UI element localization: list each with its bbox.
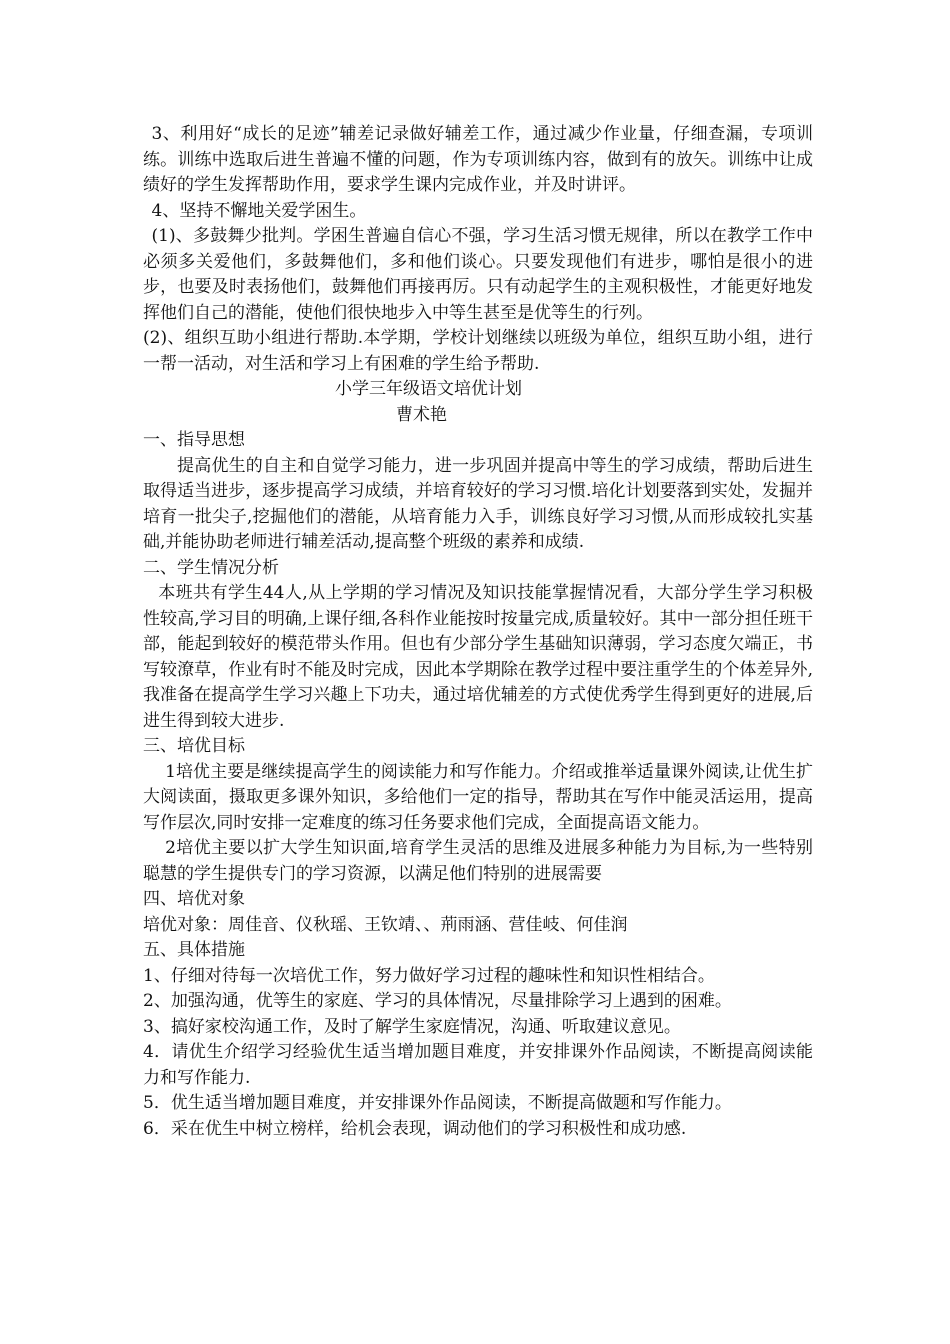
document-title: 小学三年级语文培优计划: [335, 379, 522, 399]
section-body-3a: 1培优主要是继续提高学生的阅读能力和写作能力。介绍或推举适量课外阅读,让优生扩大阅读面，摄取更多课外知识，多给他们一定的指导，帮助其在写作中能灵活运用，提高写作层次,同时安排一定难度的练习任务要求他们完成，全面提高语文能力。: [143, 761, 813, 833]
section-heading-2: 二、学生情况分析: [143, 557, 279, 578]
measure-item-4: 4．请优生介绍学习经验优生适当增加题目难度，并安排课外作品阅读，不断提高阅读能力和写作能力.: [143, 1042, 813, 1088]
measure-item-6: 6．采在优生中树立榜样，给机会表现，调动他们的学习积极性和成功感.: [143, 1118, 687, 1139]
section-body-2: 本班共有学生44人,从上学期的学习情况及知识技能掌握情况看，大部分学生学习积极性较高,学习目的明确,上课仔细,各科作业能按时按量完成,质量较好。其中一部分担任班干部，能起到较好的模范带头作用。但也有少部分学生基础知识薄弱，学习态度欠端正，书写较潦草，作业有时不能及时完成，因此本学期除在教学过程中要注重学生的个体差异外,我准备在提高学生学习兴趣上下功夫，通过培优辅差的方式使优秀学生得到更好的进展,后进生得到较大进步.: [143, 583, 813, 731]
paragraph-item-4: 4、坚持不懈地关爱学困生。: [151, 200, 367, 221]
measure-item-3: 3、搞好家校沟通工作，及时了解学生家庭情况，沟通、听取建议意见。: [143, 1016, 681, 1037]
paragraph-sub-2: (2)、组织互助小组进行帮助.本学期，学校计划继续以班级为单位，组织互助小组，进行 一帮一活动，对生活和学习上有困难的学生给予帮助.: [143, 328, 813, 374]
document-page: [143, 122, 813, 1142]
section-heading-1: 一、指导思想: [143, 430, 245, 450]
section-body-4: 培优对象：周佳音、仪秋瑶、王钦靖、、荊雨涵、营佳岐、何佳润: [143, 914, 628, 935]
section-body-3b: 2培优主要以扩大学生知识面,培育学生灵活的思维及进展多种能力为目标,为一些特别聪慧的学生提供专门的学习资源，以满足他们特别的进展需要: [143, 838, 813, 884]
section-heading-5: 五、具体措施: [143, 940, 245, 960]
section-heading-3: 三、培优目标: [143, 736, 245, 756]
section-body-1: 提高优生的自主和自觉学习能力，进一步巩固并提高中等生的学习成绩，帮助后进生取得适当进步，逐步提高学习成绩，并培育较好的学习习惯.培化计划要落到实处，发掘并培育一批尖子,挖掘他们的潜能，从培育能力入手，训练良好学习习惯,从而形成较扎实基础,并能协助老师进行辅差活动,提高整个班级的素养和成绩.: [143, 455, 813, 552]
measure-item-5: 5．优生适当增加题目难度，并安排课外作品阅读，不断提高做题和写作能力。: [143, 1093, 732, 1113]
section-heading-4: 四、培优对象: [143, 889, 245, 909]
measure-item-2: 2、加强沟通，优等生的家庭、学习的具体情况，尽量排除学习上遇到的困难。: [143, 991, 732, 1011]
paragraph-item-3: 3、利用好“成长的足迹”辅差记录做好辅差工作，通过减少作业量，仔细查漏，专项训练。训练中选取后进生普遍不懂的问题，作为专项训练内容，做到有的放矢。训练中让成绩好的学生发挥帮助作用，要求学生课内完成作业，并及时讲评。: [143, 124, 813, 195]
paragraph-sub-1: (1)、多鼓舞少批判。学困生普遍自信心不强，学习生活习惯无规律，所以在教学工作中必须多关爱他们，多鼓舞他们，多和他们谈心。只要发现他们有进步，哪怕是很小的进步，也要及时表扬他们，鼓舞他们再接再厉。只有动起学生的主观积极性，才能更好地发挥他们自己的潜能，使他们很快地步入中等生甚至是优等生的行列。: [143, 226, 813, 323]
measure-item-1: 1、仔细对待每一次培优工作，努力做好学习过程的趣味性和知识性相结合。: [143, 965, 715, 986]
document-author: 曹术艳: [396, 404, 447, 425]
